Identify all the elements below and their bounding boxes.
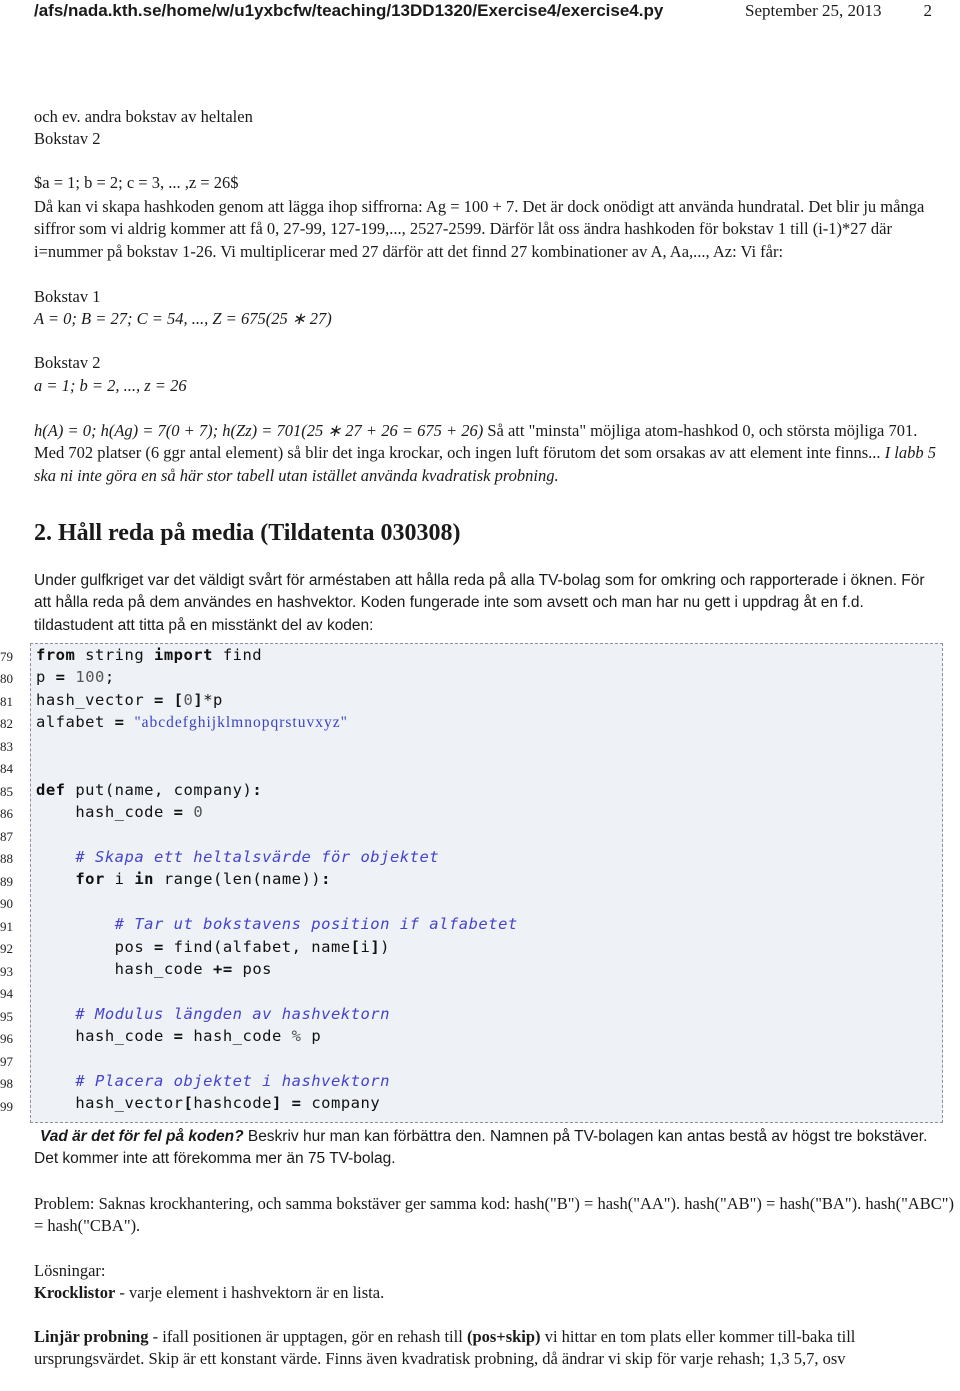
hash-text: Så att "minsta" möjliga atom-hashkod 0, och största möjliga 701. Med 702 platser (6 ggr antal element) så blir det inga krockar, och ingen luft förutom det som orsakas av att element inte finns... <box>34 421 918 463</box>
code-line-82: alfabet = "abcdefghijklmnopqrstuvxyz" <box>36 713 348 731</box>
line-number: 95 <box>0 1009 13 1024</box>
line-number: 83 <box>0 739 13 754</box>
code-line-86: hash_code = 0 <box>36 803 204 821</box>
code-line-93: hash_code += pos <box>36 960 272 978</box>
code-line-99: hash_vector[hashcode] = company <box>36 1094 381 1112</box>
line-number: 94 <box>0 986 13 1001</box>
code-line-89: for i in range(len(name)): <box>75 870 331 888</box>
line-number: 84 <box>0 761 13 776</box>
line-number: 90 <box>0 896 13 911</box>
bokstav-2-heading: Bokstav 2 <box>34 129 101 148</box>
code-line-98: # Placera objektet i hashvektorn <box>75 1072 390 1090</box>
code-line-95: # Modulus längden av hashvektorn <box>75 1005 390 1023</box>
line-number: 91 <box>0 919 13 934</box>
page-number: 2 <box>923 1 932 20</box>
line-number: 98 <box>0 1076 13 1091</box>
intro-line-1: och ev. andra bokstav av heltalen <box>34 107 253 126</box>
code-line-85: def put(name, company): <box>36 781 263 799</box>
line-number: 93 <box>0 964 13 979</box>
line-number: 89 <box>0 874 13 889</box>
problem-paragraph: Problem: Saknas krockhantering, och samma bokstäver ger samma kod: hash("B") = hash("AA"). hash("AB") = hash("BA"). hash("ABC") = hash("CBA"). <box>34 1194 954 1236</box>
line-number: 96 <box>0 1031 13 1046</box>
bokstav-1-label: Bokstav 1 <box>34 287 101 306</box>
line-number: 92 <box>0 941 13 956</box>
line-number: 97 <box>0 1054 13 1069</box>
bokstav-1-math: A = 0; B = 27; C = 54, ..., Z = 675(25 ∗ 27) <box>34 309 332 328</box>
code-line-92: pos = find(alfabet, name[i]) <box>36 938 391 956</box>
code-line-96: hash_code = hash_code % p <box>36 1027 322 1045</box>
line-number: 80 <box>0 671 13 686</box>
bokstav-2-math: a = 1; b = 2, ..., z = 26 <box>34 376 187 395</box>
losningar-label: Lösningar: <box>34 1261 106 1280</box>
line-number: 88 <box>0 851 13 866</box>
line-number: 85 <box>0 784 13 799</box>
intro-paragraph: Då kan vi skapa hashkoden genom att lägga ihop siffrorna: Ag = 100 + 7. Det är dock onödigt att använda hundratal. Det blir ju många siffror som vi aldrig kommer att få 0, 27-99, 127-199,..., 2527-2599. Därför låt oss ändra hashkoden för bokstav 1 till (i-1)*27 där i=nummer på bokstav 1-26. Vi multiplicerar med 27 därför att det finnd 27 kombinationer av A, Aa,..., Az: Vi får: <box>34 197 925 261</box>
formula-line: $a = 1; b = 2; c = 3, ... ,z = 26$ <box>34 173 239 192</box>
line-number: 87 <box>0 829 13 844</box>
code-line-79: from string import find <box>36 646 263 664</box>
question-rest: Beskriv hur man kan förbättra den. Namnen på TV-bolagen kan antas bestå av högst tre bokstäver. Det kommer inte att förekomma mer än 75 TV-bolag. <box>34 1128 928 1168</box>
krocklistor-item: Krocklistor - varje element i hashvektorn är en lista. <box>34 1283 385 1302</box>
file-path: /afs/nada.kth.se/home/w/u1yxbcfw/teaching/13DD1320/Exercise4/exercise4.py <box>34 1 664 20</box>
code-line-91: # Tar ut bokstavens position if alfabetet <box>114 915 518 933</box>
header-date: September 25, 2013 <box>745 1 882 20</box>
linjar-probning-item: Linjär probning - ifall positionen är upptagen, gör en rehash till (pos+skip) vi hittar en tom plats eller kommer till-baka till ursprungsvärdet. Skip är ett konstant värde. Finns även kvadratisk probning, då ändrar vi skip för varje rehash; 1,3 5,7, osv <box>34 1327 856 1369</box>
question-paragraph <box>34 1126 944 1171</box>
line-number: 86 <box>0 806 13 821</box>
section-title: 2. Håll reda på media (Tildatenta 030308) <box>34 520 461 546</box>
hash-math: h(A) = 0; h(Ag) = 7(0 + 7); h(Zz) = 701(25 ∗ 27 + 26 = 675 + 26) <box>34 421 484 440</box>
code-lines <box>0 643 960 1123</box>
section-paragraph: Under gulfkriget var det väldigt svårt för arméstaben att hålla reda på alla TV-bolag som for omkring och rapporterade i öknen. För att hålla reda på dem användes en hashvektor. Koden fungerade inte som avsett och man har nu gett i uppdrag åt en f.d. tildastudent att titta på en misstänkt del av koden: <box>34 572 925 634</box>
line-number: 79 <box>0 649 13 664</box>
line-number: 99 <box>0 1099 13 1114</box>
hash-paragraph <box>34 420 938 487</box>
code-line-80: p = 100; <box>36 668 115 686</box>
bokstav-2-label: Bokstav 2 <box>34 353 101 372</box>
line-number: 82 <box>0 716 13 731</box>
line-number: 81 <box>0 694 13 709</box>
question-bold: Vad är det för fel på koden? <box>40 1128 244 1145</box>
code-line-81: hash_vector = [0]*p <box>36 691 223 709</box>
hash-italic-note: I labb 5 ska ni inte göra en så här stor tabell utan istället använda kvadratisk probning. <box>34 443 937 485</box>
page-header <box>34 0 932 22</box>
code-line-88: # Skapa ett heltalsvärde för objektet <box>75 848 440 866</box>
